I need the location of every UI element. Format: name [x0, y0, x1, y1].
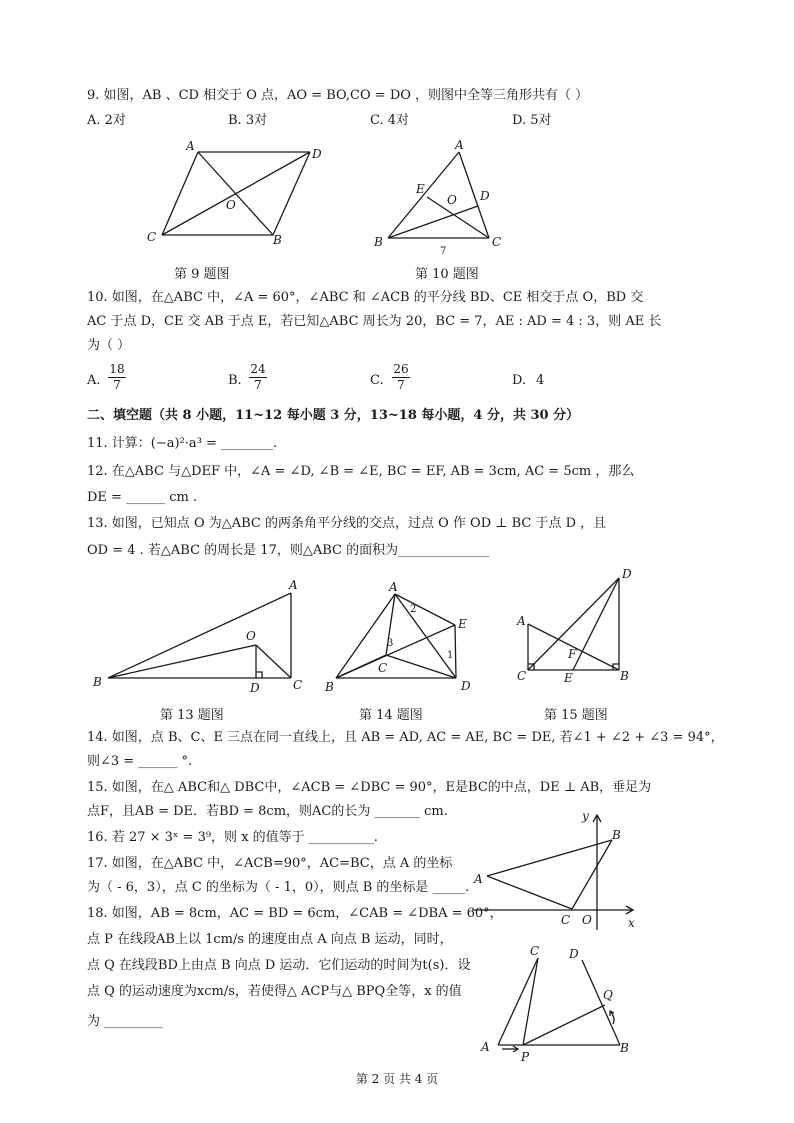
q12-line-1: 12. 在△ABC 与△DEF 中，∠A = ∠D, ∠B = ∠E, BC = EF, AB = 3cm, AC = 5cm ，那么 — [87, 464, 635, 479]
fig15-caption: 第 15 题图 — [544, 708, 608, 723]
q10-option-c-numerator: 26 — [393, 362, 409, 376]
fig10-label-d: D — [480, 189, 490, 203]
q10-option-b-letter: B. — [228, 373, 242, 388]
q9-option-c: C. 4对 — [370, 113, 410, 128]
fig14-label-e: E — [458, 617, 467, 631]
section-2-heading: 二、填空题（共 8 小题，11~12 每小题 3 分，13~18 每小题，4 分，共 30 分） — [87, 408, 580, 423]
fig13-label-b: B — [93, 675, 102, 689]
fig15-label-f: F — [568, 647, 577, 661]
fig9-label-a: A — [186, 139, 195, 153]
fig9-caption: 第 9 题图 — [174, 267, 230, 282]
q10-option-d-letter: D. — [512, 373, 527, 388]
fig14-label-a: A — [389, 580, 398, 594]
fig14-caption: 第 14 题图 — [359, 708, 423, 723]
q10-line-1: 10. 如图，在△ABC 中，∠A = 60°，∠ABC 和 ∠ACB 的平分线 BD、CE 相交于点 O，BD 交 — [87, 290, 644, 305]
q9-stem: 9. 如图，AB 、CD 相交于 O 点，AO = BO,CO = DO ，则图中全等三角形共有（ ） — [87, 88, 589, 103]
fig10-label-o: O — [447, 193, 457, 207]
fig18-label-p: P — [521, 1050, 530, 1064]
q10-option-d-value: 4 — [536, 373, 545, 388]
q18-line-1: 18. 如图，AB = 8cm，AC = BD = 6cm，∠CAB = ∠DBA = 60°， — [87, 906, 503, 921]
fig14-label-2: 2 — [410, 604, 417, 615]
q17-line-2: 为（ - 6，3），点 C 的坐标为（ - 1，0），则点 B 的坐标是 _____. — [87, 880, 470, 895]
q10-option-a-numerator: 18 — [109, 362, 125, 376]
fig15-label-c: C — [517, 669, 527, 683]
fig13-caption: 第 13 题图 — [160, 708, 224, 723]
fig17-label-c: C — [561, 913, 571, 927]
fig10-label-a: A — [455, 138, 464, 152]
q10-option-b-numerator: 24 — [250, 362, 266, 376]
q11: 11. 计算：(−a)²·a³ = ________. — [87, 436, 278, 451]
q10-option-a-fraction — [108, 362, 126, 393]
q10-option-b-fraction — [249, 362, 267, 393]
q10-option-a-letter: A. — [87, 373, 101, 388]
q9-option-a: A. 2对 — [87, 113, 126, 128]
q9-option-b: B. 3对 — [228, 113, 268, 128]
fig18-label-a: A — [481, 1040, 490, 1054]
fig14-label-c: C — [378, 661, 388, 675]
fig14-label-d: D — [461, 679, 471, 693]
fig14-label-b: B — [325, 680, 334, 694]
q14-line-1: 14. 如图，点 B、C、E 三点在同一直线上，且 AB = AD, AC = AE, BC = DE, 若∠1 + ∠2 + ∠3 = 94°， — [87, 730, 724, 745]
fig10-label-e: E — [416, 182, 425, 196]
q10-line-2: AC 于点 D，CE 交 AB 于点 E，若已知△ABC 周长为 20，BC = 7，AE : AD = 4 : 3，则 AE 长 — [87, 314, 662, 329]
q10-option-c-denominator: 7 — [392, 377, 410, 393]
fig18-label-b: B — [620, 1041, 629, 1055]
fig15-label-a: A — [517, 614, 526, 628]
fig10-label-7: 7 — [440, 246, 447, 257]
fig17-label-o: O — [582, 913, 592, 927]
q9-option-d: D. 5对 — [512, 113, 552, 128]
q10-option-c-letter: C. — [370, 373, 384, 388]
q13-line-1: 13. 如图，已知点 O 为△ABC 的两条角平分线的交点，过点 O 作 OD ⊥ BC 于点 D ，且 — [87, 516, 607, 531]
fig15-label-b: B — [620, 669, 629, 683]
fig18-label-q: Q — [603, 988, 613, 1002]
fig17-label-x: x — [628, 916, 635, 930]
q18-line-5: 为 _________ — [87, 1014, 163, 1029]
q15-line-1: 15. 如图，在△ ABC和△ DBC中，∠ACB = ∠DBC = 90°，E是BC的中点，DE ⊥ AB，垂足为 — [87, 780, 652, 795]
q16: 16. 若 27 × 3ˣ = 3⁹，则 x 的值等于 __________. — [87, 830, 378, 845]
fig13-label-d: D — [250, 681, 260, 695]
q15-line-2: 点F，且AB = DE．若BD = 8cm，则AC的长为 _______ cm. — [87, 804, 448, 819]
fig17-label-a: A — [474, 872, 483, 886]
fig15-label-d: D — [622, 567, 632, 581]
fig13-label-a: A — [289, 578, 298, 592]
fig9-label-c: C — [147, 230, 157, 244]
q12-line-2: DE = ______ cm . — [87, 490, 198, 505]
fig18-label-d: D — [569, 947, 579, 961]
fig9-label-o: O — [226, 198, 236, 212]
q10-option-c-fraction — [392, 362, 410, 393]
fig15-label-e: E — [564, 671, 573, 685]
q18-line-2: 点 P 在线段AB上以 1cm/s 的速度由点 A 向点 B 运动，同时， — [87, 932, 453, 947]
q10-line-3: 为（ ） — [87, 338, 131, 353]
q10-option-b-denominator: 7 — [249, 377, 267, 393]
q17-line-1: 17. 如图，在△ABC 中，∠ACB=90°，AC=BC，点 A 的坐标 — [87, 856, 453, 871]
fig14-label-1: 1 — [447, 650, 454, 661]
fig18-label-c: C — [530, 944, 540, 958]
q10-option-a-denominator: 7 — [108, 377, 126, 393]
q18-line-4: 点 Q 的运动速度为xcm/s，若使得△ ACP与△ BPQ全等，x 的值 — [87, 984, 462, 999]
q14-line-2: 则∠3 = ______ °. — [87, 754, 193, 769]
page-footer: 第 2 页 共 4 页 — [355, 1072, 439, 1086]
q13-line-2: OD = 4 . 若△ABC 的周长是 17，则△ABC 的面积为______________ — [87, 543, 490, 558]
fig9-label-b: B — [273, 233, 282, 247]
fig17-label-b: B — [612, 828, 621, 842]
fig10-caption: 第 10 题图 — [415, 267, 479, 282]
fig14-label-3: 3 — [387, 638, 394, 649]
fig9-label-d: D — [312, 147, 322, 161]
fig13-label-o: O — [246, 629, 256, 643]
q18-line-3: 点 Q 在线段BD上由点 B 向点 D 运动．它们运动的时间为t(s)．设 — [87, 958, 471, 973]
fig17-label-y: y — [582, 809, 589, 823]
fig10-label-b: B — [374, 235, 383, 249]
fig13-label-c: C — [293, 678, 303, 692]
fig10-label-c: C — [492, 235, 502, 249]
